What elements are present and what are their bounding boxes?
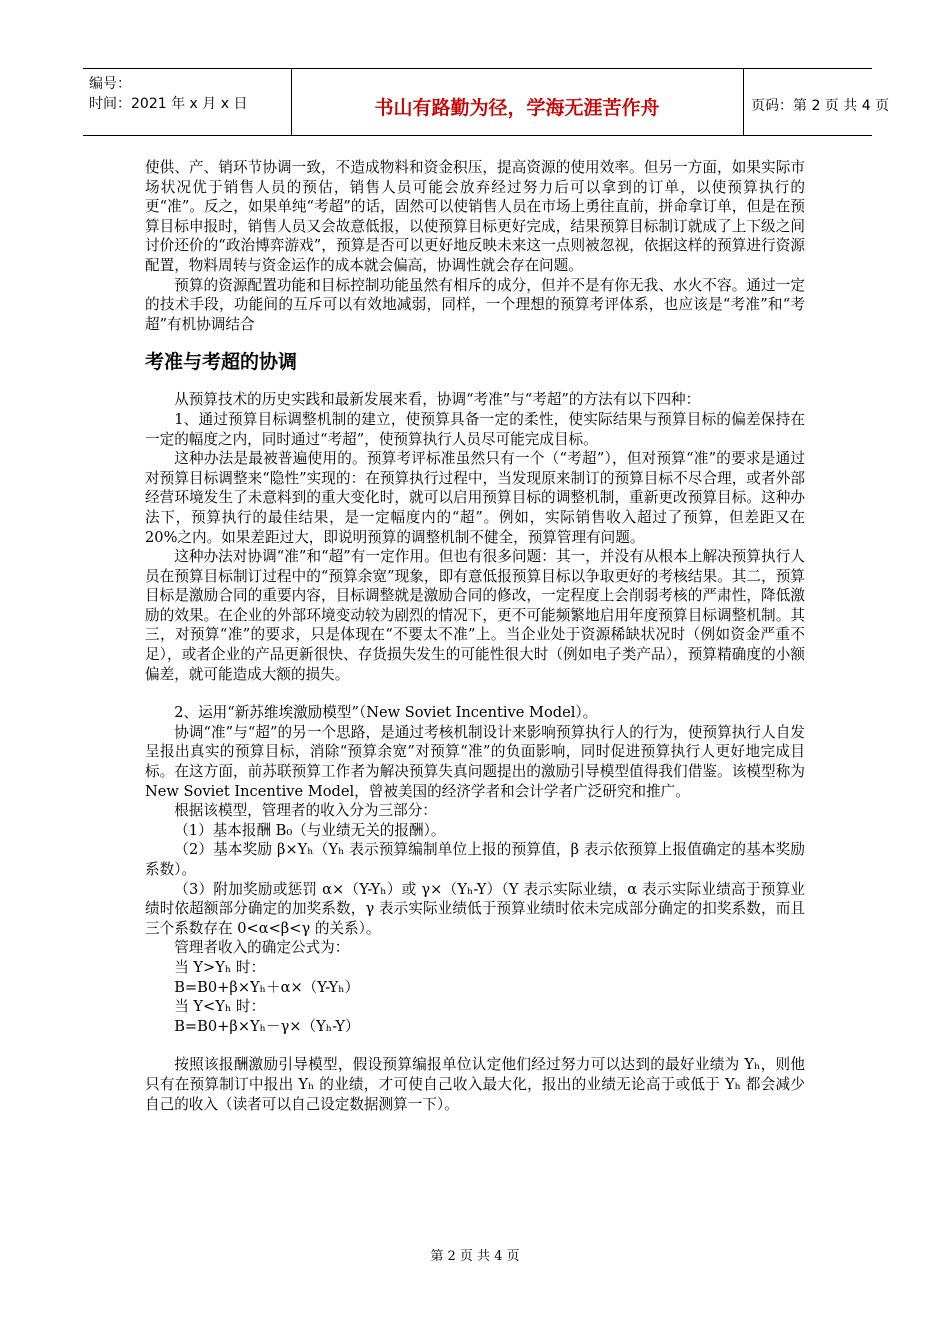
page-header (83, 68, 890, 136)
formula-condition: 当 Y>Yₕ 时： (174, 958, 266, 976)
paragraph: 协调“准”与“超”的另一个思路，是通过考核机制设计来影响预算执行人的行为，使预算执行人自发呈报出真实的预算目标，消除“预算余宽”对预算“准”的负面影响，同时促进预算执行人更好地完成目标。在这方面，前苏联预算工作者为解决预算失真问题提出的激励引导模型值得我们借鉴。该模型称为 New Soviet Incentive Model，曾被美国的经济学者和会计学者广泛研究和推广。 (145, 723, 805, 800)
spacer (145, 1036, 805, 1055)
document-body (145, 158, 805, 1114)
paragraph: 使供、产、销环节协调一致，不造成物料和资金积压，提高资源的使用效率。但另一方面，如果实际市场状况优于销售人员的预估，销售人员可能会放弃经过努力后可以拿到的订单，以使预算执行的更“准”。反之，如果单纯“考超”的话，固然可以使销售人员在市场上勇往直前，拼命拿订单，但是在预算目标申报时，销售人员又会故意低报，以使预算目标更好完成，结果预算目标制订就成了上下级之间讨价还价的“政治博弈游戏”，预算是否可以更好地反映未来这一点则被忽视，依据这样的预算进行资源配置，物料周转与资金运作的成本就会偏高，协调性就会存在问题。 (145, 159, 805, 274)
formula: B=B0+β×Yₕ＋α×（Y-Yₕ） (174, 978, 360, 996)
formula: B=B0+β×Yₕ－γ×（Yₕ-Y） (174, 1017, 360, 1035)
list-item: （2）基本奖励 β×Yₕ（Yₕ 表示预算编制单位上报的预算值，β 表示依预算上报值确定的基本奖励系数）。 (145, 841, 805, 878)
paragraph: 根据该模型，管理者的收入分为三部分： (174, 802, 437, 820)
list-item: （1）基本报酬 B₀（与业绩无关的报酬）。 (174, 821, 446, 839)
paragraph: 预算的资源配置功能和目标控制功能虽然有相斥的成分，但并不是有你无我、水火不容。通过一定的技术手段，功能间的互斥可以有效地减弱，同样，一个理想的预算考评体系，也应该是“考准”和“考超”有机协调结合 (145, 276, 805, 333)
page-label: 页码：第 2 页 共 4 页 (751, 98, 890, 114)
number-label: 编号： (89, 76, 131, 92)
list-item: （3）附加奖励或惩罚 α×（Y-Yₕ）或 γ×（Yₕ-Y）（Y 表示实际业绩，α 表示实际业绩高于预算业绩时依超额部分确定的加奖系数，γ 表示实际业绩低于预算业绩时依未完成部分确定的扣奖系数，而且三个系数存在 0<α<β<γ 的关系）。 (145, 880, 805, 937)
header-motto-cell (291, 69, 744, 135)
paragraph: 按照该报酬激励引导模型，假设预算编报单位认定他们经过努力可以达到的最好业绩为 Yₕ，则他只有在预算制订中报出 Yₕ 的业绩，才可使自己收入最大化，报出的业绩无论高于或低于 Yₕ 都会减少自己的收入（读者可以自己设定数据测算一下）。 (145, 1056, 805, 1113)
paragraph: 这种办法对协调“准”和“超”有一定作用。但也有很多问题：其一，并没有从根本上解决预算执行人员在预算目标制订过程中的“预算余宽”现象，即有意低报预算目标以争取更好的考核结果。其二，预算目标是激励合同的重要内容，目标调整就是激励合同的修改，一定程度上会削弱考核的严肃性，降低激励的效果。在企业的外部环境变动较为剧烈的情况下，更不可能频繁地启用年度预算目标调整机制。其三，对预算“准”的要求，只是体现在“不要太不准”上。当企业处于资源稀缺状况时（例如资金严重不足），或者企业的产品更新很快、存货损失发生的可能性很大时（例如电子类产品），预算精确度的小额偏差，就可能造成大额的损失。 (145, 548, 805, 683)
paragraph: 管理者收入的确定公式为： (174, 939, 350, 957)
page-footer: 第 2 页 共 4 页 (430, 1249, 520, 1264)
date-label: 时间：2021 年 x 月 x 日 (89, 96, 248, 112)
paragraph: 从预算技术的历史实践和最新发展来看，协调“考准”与“考超”的方法有以下四种： (174, 391, 701, 409)
paragraph: 这种办法是最被普遍使用的。预算考评标准虽然只有一个（“考超”），但对预算“准”的要求是通过对预算目标调整来“隐性”实现的：在预算执行过程中，当发现原来制订的预算目标不尽合理，或者外部经营环境发生了未意料到的重大变化时，就可以启用预算目标的调整机制，重新更改预算目标。这种办法下，预算执行的最佳结果，是一定幅度内的“超”。例如，实际销售收入超过了预算，但差距又在 20%之内。如果差距过大，即说明预算的调整机制不健全，预算管理有问题。 (145, 450, 805, 546)
paragraph: 2、运用“新苏维埃激励模型”（New Soviet Incentive Model）。 (174, 704, 598, 722)
motto: 书山有路勤为径，学海无涯苦作舟 (374, 97, 660, 119)
spacer (145, 684, 805, 703)
section-heading: 考准与考超的协调 (145, 351, 298, 374)
header-page-cell (743, 69, 890, 135)
paragraph: 1、通过预算目标调整机制的建立，使预算具备一定的柔性，使实际结果与预算目标的偏差保持在一定的幅度之内，同时通过“考超”，使预算执行人员尽可能完成目标。 (145, 410, 805, 448)
formula-condition: 当 Y<Yₕ 时： (174, 998, 266, 1016)
header-info-cell (83, 69, 292, 135)
